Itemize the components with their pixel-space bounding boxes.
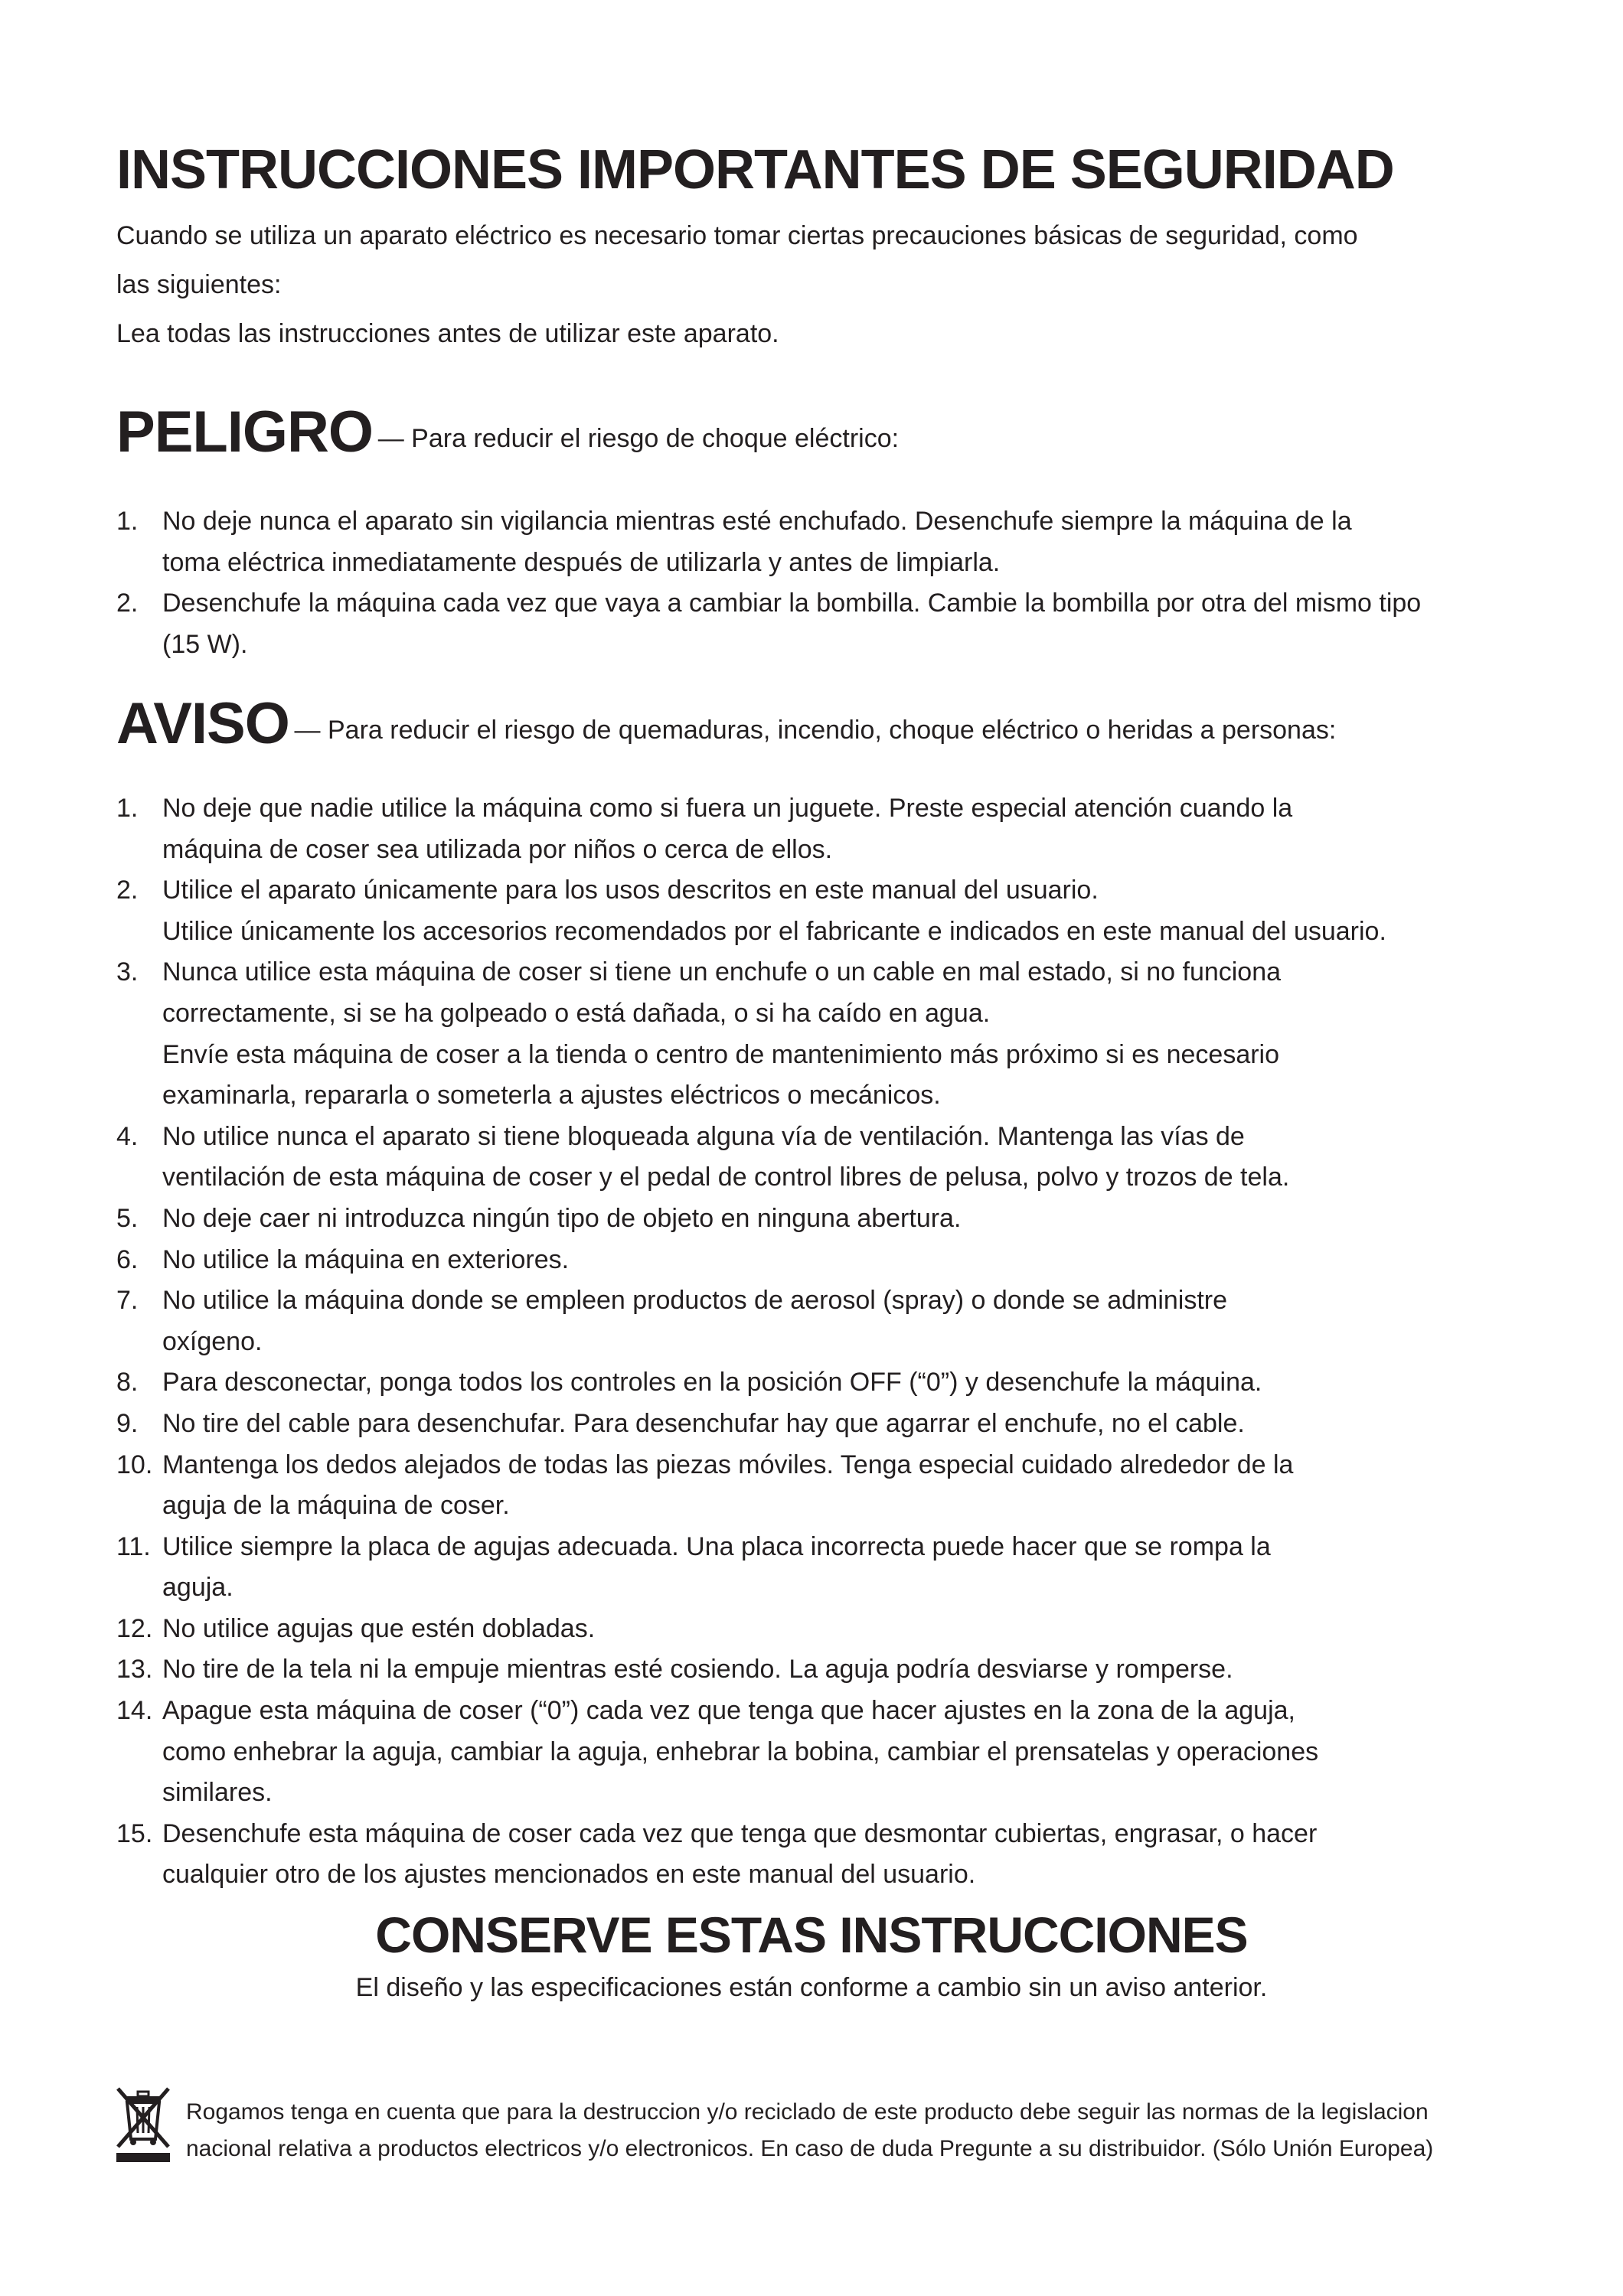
peligro-list — [116, 501, 1556, 665]
item-number: 10. — [116, 1450, 153, 1479]
aviso-item — [116, 1199, 1556, 1240]
intro-line: Cuando se utiliza un aparato eléctrico es necesario tomar ciertas precauciones básicas de seguridad, como — [116, 221, 1358, 250]
aviso-item — [116, 788, 1556, 870]
aviso-heading — [116, 691, 1337, 756]
recycling-notice — [186, 2094, 1602, 2167]
item-text-line: oxígeno. — [162, 1326, 263, 1356]
aviso-item — [116, 1362, 1556, 1404]
item-text-line: No tire de la tela ni la empuje mientras esté cosiendo. La aguja podría desviarse y romperse. — [162, 1655, 1233, 1684]
item-number: 6. — [116, 1244, 139, 1274]
item-number: 9. — [116, 1408, 139, 1438]
item-text-line: Desenchufe esta máquina de coser cada vez que tenga que desmontar cubiertas, engrasar, o hacer — [162, 1818, 1318, 1848]
item-number: 13. — [116, 1655, 153, 1684]
item-text-line: toma eléctrica inmediatamente después de utilizarla y antes de limpiarla. — [162, 547, 1001, 577]
crossed-out-wheelie-bin-icon — [115, 2086, 171, 2162]
recycling-line: Rogamos tenga en cuenta que para la destruccion y/o reciclado de este producto debe seguir las normas de la legislacion — [186, 2099, 1429, 2125]
item-number: 4. — [116, 1121, 139, 1151]
item-text-line: Mantenga los dedos alejados de todas las piezas móviles. Tenga especial cuidado alrededor de la — [162, 1450, 1294, 1479]
item-text-line: Apague esta máquina de coser (“0”) cada vez que tenga que hacer ajustes en la zona de la aguja, — [162, 1696, 1295, 1726]
item-number: 3. — [116, 957, 139, 987]
aviso-list — [116, 788, 1556, 1896]
peligro-subtitle: — Para reducir el riesgo de choque eléctrico: — [377, 424, 900, 453]
item-text-line: (15 W). — [162, 629, 248, 659]
item-number: 2. — [116, 589, 139, 618]
item-text-line: No deje nunca el aparato sin vigilancia mientras esté enchufado. Desenchufe siempre la máquina de la — [162, 507, 1352, 536]
item-number: 14. — [116, 1696, 153, 1726]
item-text-line: No deje caer ni introduzca ningún tipo de objeto en ninguna abertura. — [162, 1203, 962, 1233]
item-text-line: cualquier otro de los ajustes mencionados en este manual del usuario. — [162, 1860, 976, 1890]
item-number: 7. — [116, 1286, 139, 1316]
item-text-line: Desenchufe la máquina cada vez que vaya a cambiar la bombilla. Cambie la bombilla por otra del mismo tipo — [162, 589, 1422, 618]
peligro-heading — [116, 400, 900, 465]
peligro-item — [116, 501, 1556, 583]
aviso-item — [116, 1527, 1556, 1609]
aviso-item — [116, 1280, 1556, 1362]
item-text-line: máquina de coser sea utilizada por niños o cerca de ellos. — [162, 834, 833, 864]
aviso-item — [116, 1240, 1556, 1281]
item-number: 5. — [116, 1203, 139, 1233]
aviso-item — [116, 1117, 1556, 1199]
intro-paragraph — [116, 220, 1556, 367]
item-text-line: No utilice agujas que estén dobladas. — [162, 1613, 596, 1643]
item-text-line: como enhebrar la aguja, cambiar la aguja, enhebrar la bobina, cambiar el prensatelas y operaciones — [162, 1737, 1319, 1766]
item-text-line: aguja de la máquina de coser. — [162, 1491, 510, 1521]
item-text-line: aguja. — [162, 1573, 233, 1603]
item-number: 2. — [116, 876, 139, 905]
item-text-line: Utilice únicamente los accesorios recomendados por el fabricante e indicados en este manual del usuario. — [162, 916, 1386, 946]
closing-note: El diseño y las especificaciones están conforme a cambio sin un aviso anterior. — [355, 1973, 1268, 2002]
peligro-item — [116, 583, 1556, 665]
item-text-line: Envíe esta máquina de coser a la tienda o centro de mantenimiento más próximo si es necesario — [162, 1039, 1280, 1069]
item-text-line: No tire del cable para desenchufar. Para desenchufar hay que agarrar el enchufe, no el cable. — [162, 1408, 1245, 1438]
item-number: 15. — [116, 1818, 153, 1848]
item-number: 8. — [116, 1368, 139, 1397]
item-text-line: Nunca utilice esta máquina de coser si tiene un enchufe o un cable en mal estado, si no funciona — [162, 957, 1282, 987]
page-title: INSTRUCCIONES IMPORTANTES DE SEGURIDAD — [116, 139, 1394, 201]
aviso-item — [116, 1691, 1556, 1814]
item-text-line: similares. — [162, 1778, 273, 1808]
item-text-line: Utilice siempre la placa de agujas adecuada. Una placa incorrecta puede hacer que se rompa la — [162, 1531, 1271, 1561]
aviso-item — [116, 1649, 1556, 1691]
item-number: 11. — [116, 1531, 151, 1561]
recycling-line: nacional relativa a productos electricos y/o electronicos. En caso de duda Pregunte a su distribuidor. (Sólo Unión Europea) — [186, 2136, 1434, 2161]
closing-title: CONSERVE ESTAS INSTRUCCIONES — [375, 1906, 1248, 1963]
item-text-line: examinarla, repararla o someterla a ajustes eléctricos o mecánicos. — [162, 1081, 941, 1110]
item-number: 1. — [116, 507, 139, 536]
peligro-title: PELIGRO — [116, 400, 374, 465]
aviso-item — [116, 1445, 1556, 1527]
item-text-line: correctamente, si se ha golpeado o está dañada, o si ha caído en agua. — [162, 998, 991, 1028]
item-text-line: No utilice la máquina donde se empleen productos de aerosol (spray) o donde se administre — [162, 1286, 1228, 1316]
item-number: 12. — [116, 1613, 153, 1643]
aviso-title: AVISO — [116, 691, 289, 756]
aviso-item — [116, 1814, 1556, 1896]
item-text-line: Utilice el aparato únicamente para los usos descritos en este manual del usuario. — [162, 876, 1099, 905]
intro-line: las siguientes: — [116, 270, 282, 299]
aviso-item — [116, 870, 1556, 952]
aviso-subtitle: — Para reducir el riesgo de quemaduras, incendio, choque eléctrico o heridas a personas: — [294, 716, 1337, 745]
intro-line: Lea todas las instrucciones antes de utilizar este aparato. — [116, 319, 779, 348]
item-text-line: Para desconectar, ponga todos los controles en la posición OFF (“0”) y desenchufe la máquina. — [162, 1368, 1262, 1397]
aviso-item — [116, 1404, 1556, 1445]
item-text-line: ventilación de esta máquina de coser y el pedal de control libres de pelusa, polvo y trozos de tela. — [162, 1163, 1290, 1192]
item-text-line: No utilice la máquina en exteriores. — [162, 1244, 570, 1274]
item-text-line: No utilice nunca el aparato si tiene bloqueada alguna vía de ventilación. Mantenga las vías de — [162, 1121, 1245, 1151]
item-number: 1. — [116, 794, 139, 823]
item-text-line: No deje que nadie utilice la máquina como si fuera un juguete. Preste especial atención cuando la — [162, 794, 1293, 823]
aviso-item — [116, 952, 1556, 1116]
aviso-item — [116, 1609, 1556, 1650]
